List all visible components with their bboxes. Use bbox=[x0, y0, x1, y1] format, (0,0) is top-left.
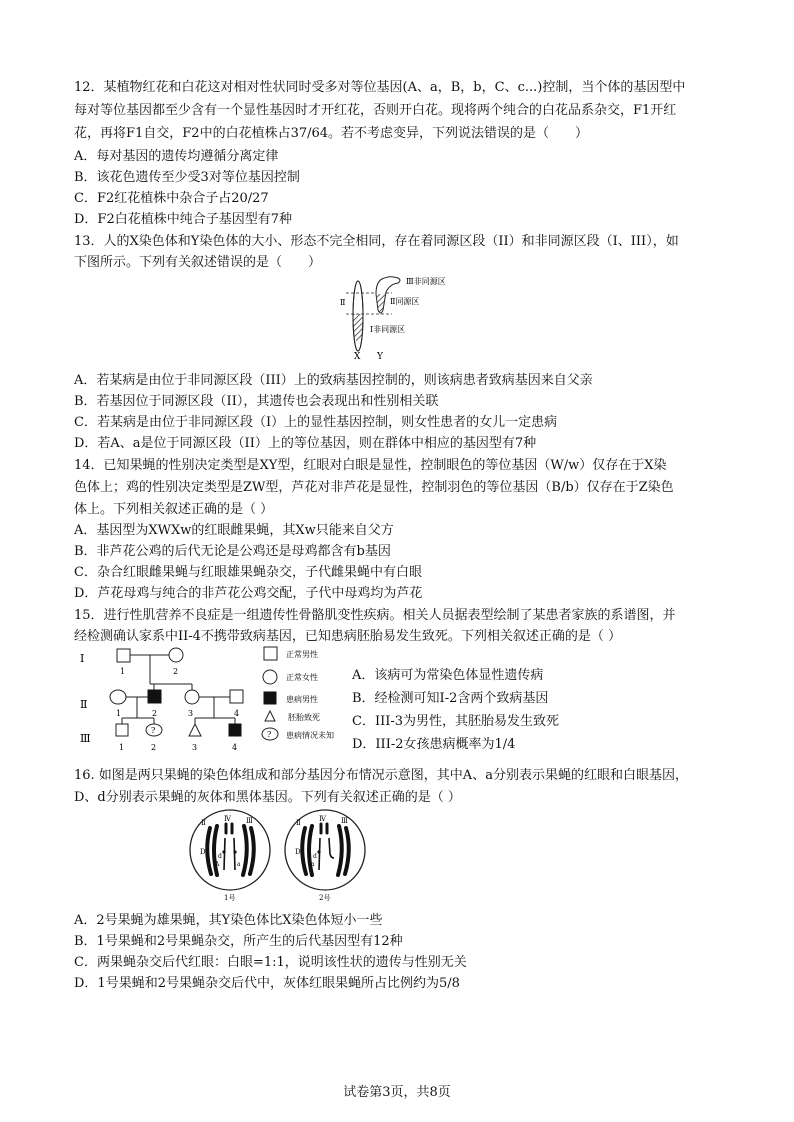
q14-option-d: D．芦花母鸡与纯合的非芦花公鸡交配，子代中母鸡均为芦花 bbox=[74, 586, 423, 601]
q16-option-a: A．2号果蝇为雄果蝇，其Y染色体比X染色体短小一些 bbox=[74, 913, 383, 928]
ii-4-number: 4 bbox=[234, 709, 240, 718]
label-ii-left: Ⅱ bbox=[340, 298, 346, 307]
label-y: Y bbox=[377, 352, 383, 362]
q12-option-c: C．F2红花植株中杂合子占20/27 bbox=[74, 191, 269, 206]
q13-option-a: A．若某病是由位于非同源区段（III）上的致病基因控制的，则该病患者致病基因来自父亲 bbox=[74, 373, 593, 388]
iii-4-number: 4 bbox=[232, 743, 238, 752]
q14-option-b: B．非芦花公鸡的后代无论是公鸡还是母鸡都含有b基因 bbox=[74, 544, 391, 559]
pedigree-chart bbox=[74, 644, 354, 756]
q13-option-d: D．若A、a是位于同源区段（II）上的等位基因，则在群体中相应的基因型有7种 bbox=[74, 436, 537, 451]
q15-option-b: B．经检测可知I-2含两个致病基因 bbox=[352, 691, 549, 706]
cell1-gene-a: a bbox=[237, 861, 241, 868]
q12-option-a: A．每对基因的遗传均遵循分离定律 bbox=[74, 149, 279, 164]
cell-1 bbox=[190, 810, 270, 890]
page-footer: 试卷第3页，共8页 bbox=[343, 1085, 451, 1100]
iii-2-question-mark: ? bbox=[151, 726, 156, 735]
i-1-number: 1 bbox=[120, 667, 126, 676]
iii-1-number: 1 bbox=[119, 743, 125, 752]
label-ii-homologous: Ⅱ同源区 bbox=[390, 297, 420, 306]
legend-embryo-death: 胚胎致死 bbox=[288, 713, 320, 722]
ii-3-number: 3 bbox=[188, 709, 194, 718]
q13-option-b: B．若基因位于同源区段（II），其遗传也会表现出和性别相关联 bbox=[74, 394, 439, 409]
q14-stem-line-3: 体上。下列相关叙述正确的是（ ） bbox=[74, 502, 274, 517]
ii-3-normal-female bbox=[185, 690, 199, 704]
iii-2-number: 2 bbox=[151, 743, 157, 752]
cell1-gene-d: d bbox=[218, 853, 222, 860]
iii-3-embryo-death bbox=[189, 724, 201, 736]
q14-stem-line-2: 色体上；鸡的性别决定类型是ZW型，芦花对非芦花是显性，控制羽色的等位基因（B/b）仅存在于Z染色 bbox=[74, 480, 674, 495]
iii-4-affected-male bbox=[229, 724, 241, 736]
cell1-label-iii: Ⅲ bbox=[246, 817, 253, 825]
label-i-nonhomologous: Ⅰ非同源区 bbox=[370, 325, 406, 334]
fruit-fly-chromosome-diagram bbox=[180, 806, 380, 906]
q14-option-c: C．杂合红眼雌果蝇与红眼雄果蝇杂交，子代雌果蝇中有白眼 bbox=[74, 565, 422, 580]
q13-option-c: C．若某病是由位于非同源区段（I）上的显性基因控制，则女性患者的女儿一定患病 bbox=[74, 415, 558, 430]
ii-2-number: 2 bbox=[152, 709, 158, 718]
q15-option-a: A．该病可为常染色体显性遗传病 bbox=[352, 668, 544, 683]
legend-normal-male: 正常男性 bbox=[286, 650, 318, 659]
legend-normal-male-icon bbox=[264, 647, 277, 660]
ii-2-affected-male bbox=[148, 690, 161, 703]
cell1-label: 1号 bbox=[224, 894, 236, 902]
ii-1-normal-female bbox=[110, 690, 126, 704]
label-iii-nonhomologous: Ⅲ非同源区 bbox=[406, 277, 446, 286]
gen-label-3: Ⅲ bbox=[80, 732, 91, 745]
cell1-gene-D: D bbox=[200, 848, 206, 856]
legend-unknown: 患病情况未知 bbox=[286, 731, 334, 740]
q15-option-c: C．III-3为男性，其胚胎易发生致死 bbox=[352, 714, 560, 729]
gen-label-1: I bbox=[80, 652, 85, 665]
iii-3-number: 3 bbox=[192, 743, 198, 752]
legend-normal-female: 正常女性 bbox=[286, 673, 318, 682]
cell2-label-iii: Ⅲ bbox=[341, 817, 348, 825]
xy-chromosome-diagram bbox=[330, 270, 470, 362]
q16-option-d: D．1号果蝇和2号果蝇杂交后代中，灰体红眼果蝇所占比例约为5/8 bbox=[74, 976, 460, 991]
q14-option-a: A．基因型为XWXw的红眼雌果蝇，其Xw只能来自父方 bbox=[74, 523, 394, 538]
q15-option-d: D．III-2女孩患病概率为1/4 bbox=[352, 737, 516, 752]
q16-stem-line-1: 16. 如图是两只果蝇的染色体组成和部分基因分布情况示意图，其中A、a分别表示果蝇的红眼和白眼基因， bbox=[74, 768, 688, 783]
cell2-gene-a: a bbox=[311, 861, 315, 868]
cell1-label-ii: Ⅱ bbox=[201, 819, 206, 827]
q15-stem-line-2: 经检测确认家系中II-4不携带致病基因，已知患病胚胎易发生致死。下列相关叙述正确的是（ ） bbox=[74, 629, 622, 644]
gen-label-2: Ⅱ bbox=[80, 698, 88, 711]
cell-2 bbox=[285, 810, 365, 890]
i-1-normal-male bbox=[117, 649, 130, 662]
label-x: X bbox=[354, 352, 361, 362]
q16-option-b: B．1号果蝇和2号果蝇杂交，所产生的后代基因型有12种 bbox=[74, 934, 403, 949]
legend-affected-male: 患病男性 bbox=[286, 695, 318, 704]
ii-1-number: 1 bbox=[116, 709, 122, 718]
cell1-label-iv: Ⅳ bbox=[224, 815, 231, 823]
q16-option-c: C．两果蝇杂交后代红眼：白眼=1:1，说明该性状的遗传与性别无关 bbox=[74, 955, 467, 970]
legend-question-mark: ? bbox=[267, 730, 272, 739]
cell1-gene-A: A bbox=[215, 861, 220, 868]
q16-stem-line-2: D、d分别表示果蝇的灰体和黑体基因。下列有关叙述正确的是（ ） bbox=[74, 790, 461, 805]
cell2-label: 2号 bbox=[319, 894, 331, 902]
cell2-label-ii: Ⅱ bbox=[296, 819, 301, 827]
q13-stem-line-2: 下图所示。下列有关叙述错误的是（ ） bbox=[74, 255, 322, 270]
q12-option-d: D．F2白花植株中纯合子基因型有7种 bbox=[74, 212, 292, 227]
q12-stem-line-1: 12．某植物红花和白花这对相对性状同时受多对等位基因(A、a，B，b，C、c...)控制，当个体的基因型中 bbox=[74, 80, 686, 95]
q12-option-b: B．该花色遗传至少受3对等位基因控制 bbox=[74, 170, 300, 185]
cell2-gene-d: d bbox=[313, 853, 317, 860]
i-2-number: 2 bbox=[173, 667, 179, 676]
q14-stem-line-1: 14．已知果蝇的性别决定类型是XY型，红眼对白眼是显性，控制眼色的等位基因（W/w）仅存在于X染 bbox=[74, 458, 667, 473]
legend-affected-male-icon bbox=[264, 692, 276, 704]
legend-normal-female-icon bbox=[263, 670, 277, 684]
q12-stem-line-2: 每对等位基因都至少含有一个显性基因时才开红花，否则开白花。现将两个纯合的白花品系杂交，F1开红 bbox=[74, 103, 677, 118]
i-2-normal-female bbox=[169, 648, 183, 662]
cell2-gene-D: D bbox=[295, 848, 301, 856]
cell2-label-iv: Ⅳ bbox=[319, 815, 326, 823]
q13-stem-line-1: 13．人的X染色体和Y染色体的大小、形态不完全相同，存在着同源区段（II）和非同源区段（I、III），如 bbox=[74, 234, 679, 249]
legend-embryo-death-icon bbox=[265, 711, 275, 721]
iii-1-normal-male bbox=[116, 724, 128, 736]
q15-stem-line-1: 15．进行性肌营养不良症是一组遗传性骨骼肌变性疾病。相关人员据表型绘制了某患者家族的系谱图，并 bbox=[74, 608, 676, 623]
q12-stem-line-3: 花，再将F1自交，F2中的白花植株占37/64。若不考虑变异，下列说法错误的是（ ） bbox=[74, 126, 589, 141]
ii-4-normal-male bbox=[230, 690, 243, 703]
